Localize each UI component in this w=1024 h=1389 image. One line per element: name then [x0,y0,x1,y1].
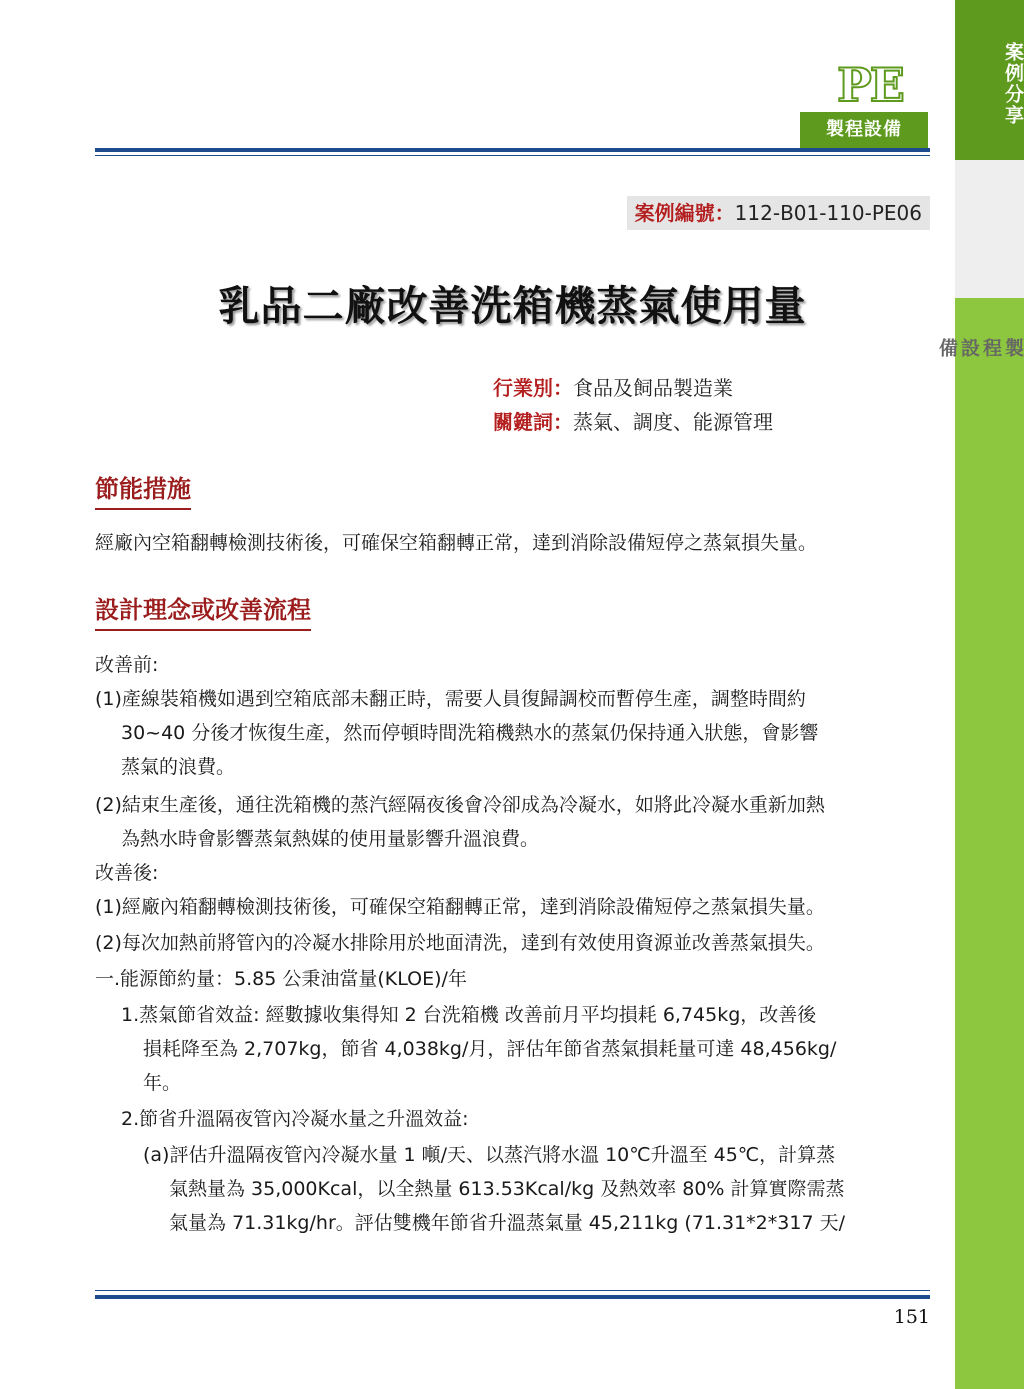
side-tab [936,0,1024,1389]
saving-1-line-1: 1.蒸氣節省效益: 經數據收集得知 2 台洗箱機 改善前月平均損耗 6,745kg，改善後 [121,1004,817,1026]
measures-text: 經廠內空箱翻轉檢測技術後，可確保空箱翻轉正常，達到消除設備短停之蒸氣損失量。 [95,532,818,554]
saving-2a-line-3: 氣量為 71.31kg/hr。評估雙機年節省升溫蒸氣量 45,211kg (71.31*2*317 天/ [169,1212,845,1234]
header-rule-thick [95,148,930,152]
footer-rule-thick [95,1295,930,1299]
footer-rule-thin [95,1290,930,1291]
after-label: 改善後: [95,862,159,884]
before-item-1-line-1: (1)產線裝箱機如遇到空箱底部未翻正時，需要人員復歸調校而暫停生產，調整時間約 [95,688,806,710]
keywords-value: 蒸氣、調度、能源管理 [573,410,773,434]
saving-2a-line-1: (a)評估升溫隔夜管內冷凝水量 1 噸/天、以蒸汽將水溫 10℃升溫至 45℃，計算蒸 [143,1144,836,1166]
pe-logo-tag: 製程設備 [800,112,928,148]
industry-label: 行業別： [493,376,573,400]
before-item-2-line-1: (2)結束生產後，通往洗箱機的蒸汽經隔夜後會冷卻成為冷凝水，如將此冷凝水重新加熱 [95,794,825,816]
before-label: 改善前: [95,654,159,676]
side-tab-top [955,0,1024,160]
keywords-label: 關鍵詞： [493,410,573,434]
case-number-label: 案例編號： [634,201,735,225]
after-item-1: (1)經廠內箱翻轉檢測技術後，可確保空箱翻轉正常，達到消除設備短停之蒸氣損失量。 [95,896,825,918]
saving-2: 2.節省升溫隔夜管內冷凝水量之升溫效益: [121,1108,469,1130]
pe-logo: PE [837,58,903,112]
saving-1-line-2: 損耗降至為 2,707kg，節省 4,038kg/月，評估年節省蒸氣損耗量可達 48,456kg/ [143,1038,837,1060]
industry-value: 食品及飼品製造業 [573,376,733,400]
industry-line [493,373,733,403]
case-number-value: 112-B01-110-PE06 [734,201,922,225]
page-title: 乳品二廠改善洗箱機蒸氣使用量 [218,282,807,330]
before-item-1-line-3: 蒸氣的浪費。 [121,756,236,778]
design-heading: 設計理念或改善流程 [95,593,311,631]
side-tab-mid [936,160,1024,359]
header-rule-thin [95,155,930,156]
measures-heading: 節能措施 [95,472,191,510]
after-item-2: (2)每次加熱前將管內的冷凝水排除用於地面清洗，達到有效使用資源並改善蒸氣損失。 [95,932,825,954]
side-tab-top-label: 案例分享 [1002,42,1024,126]
energy-savings: 一.能源節約量：5.85 公秉油當量(KLOE)/年 [95,968,467,990]
side-tab-mid-label: 製程設備 [936,338,1024,359]
keywords-line [493,407,773,437]
page-number: 151 [893,1306,930,1328]
case-number [627,196,930,230]
before-item-2-line-2: 為熱水時會影響蒸氣熱媒的使用量影響升溫浪費。 [121,828,540,850]
before-item-1-line-2: 30~40 分後才恢復生產，然而停頓時間洗箱機熱水的蒸氣仍保持通入狀態，會影響 [121,722,819,744]
saving-2a-line-2: 氣熱量為 35,000Kcal，以全熱量 613.53Kcal/kg 及熱效率 80% 計算實際需蒸 [169,1178,845,1200]
saving-1-line-3: 年。 [143,1072,182,1094]
